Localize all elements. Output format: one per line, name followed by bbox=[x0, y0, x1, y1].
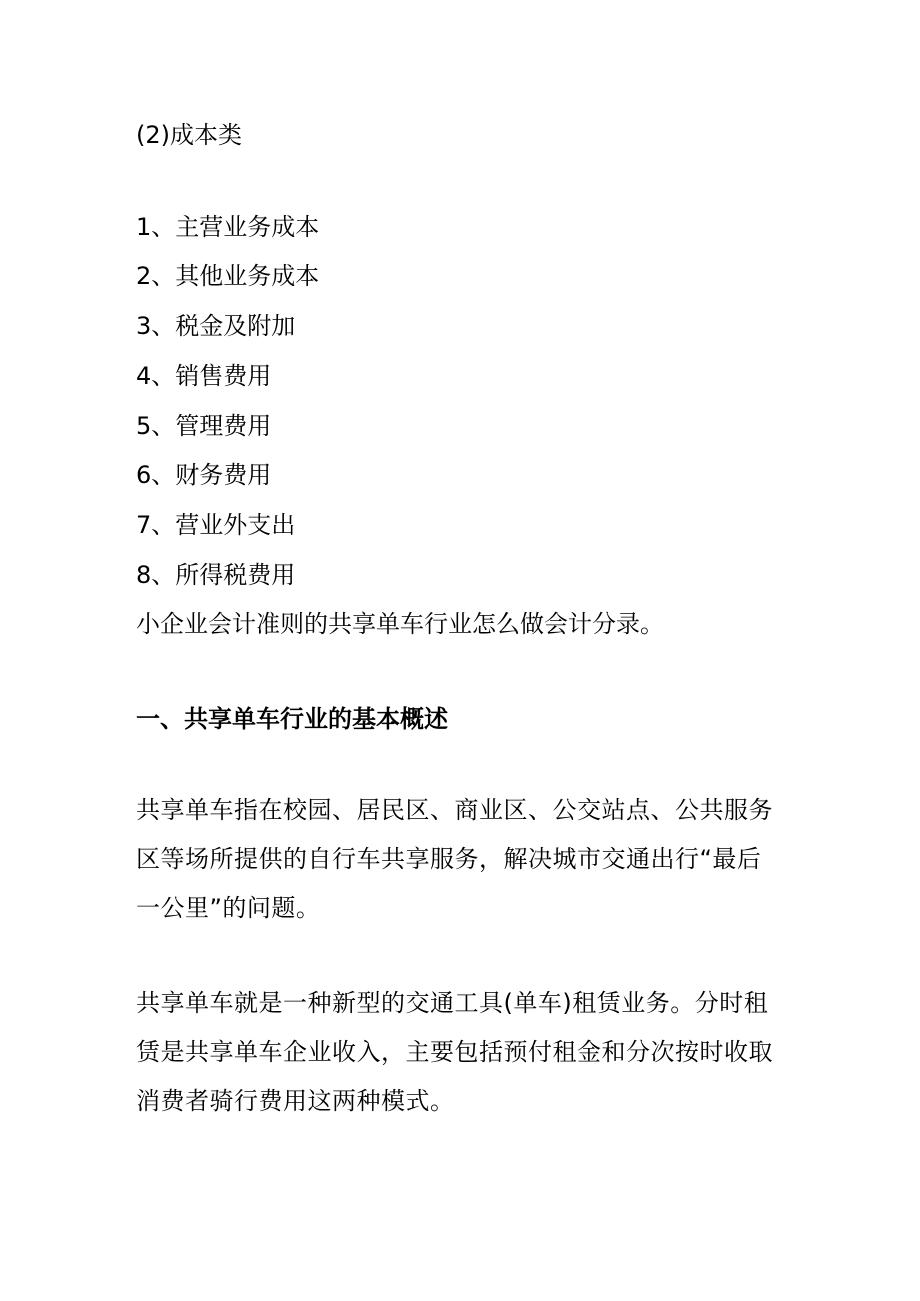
list-item: 4、销售费用 bbox=[136, 362, 272, 390]
list-item: 6、财务费用 bbox=[136, 461, 272, 489]
paragraph-line: 共享单车指在校园、居民区、商业区、公交站点、公共服务 bbox=[136, 796, 773, 824]
question-text: 小企业会计准则的共享单车行业怎么做会计分录。 bbox=[136, 610, 664, 638]
list-item: 7、营业外支出 bbox=[136, 511, 296, 539]
section-title-cost: (2)成本类 bbox=[136, 121, 242, 149]
list-item: 3、税金及附加 bbox=[136, 312, 296, 340]
paragraph-line: 赁是共享单车企业收入，主要包括预付租金和分次按时收取 bbox=[136, 1038, 773, 1066]
list-item: 8、所得税费用 bbox=[136, 561, 296, 589]
paragraph-line: 消费者骑行费用这两种模式。 bbox=[136, 1087, 455, 1115]
paragraph-line: 区等场所提供的自行车共享服务，解决城市交通出行“最后 bbox=[136, 845, 762, 873]
list-item: 1、主营业务成本 bbox=[136, 213, 320, 241]
section-heading: 一、共享单车行业的基本概述 bbox=[136, 705, 448, 733]
paragraph-line: 一公里”的问题。 bbox=[136, 894, 321, 922]
paragraph-business-model bbox=[136, 979, 786, 1126]
list-item: 5、管理费用 bbox=[136, 412, 272, 440]
paragraph-line: 共享单车就是一种新型的交通工具(单车)租赁业务。分时租 bbox=[136, 989, 769, 1017]
paragraph-overview bbox=[136, 786, 786, 933]
list-item: 2、其他业务成本 bbox=[136, 262, 320, 290]
